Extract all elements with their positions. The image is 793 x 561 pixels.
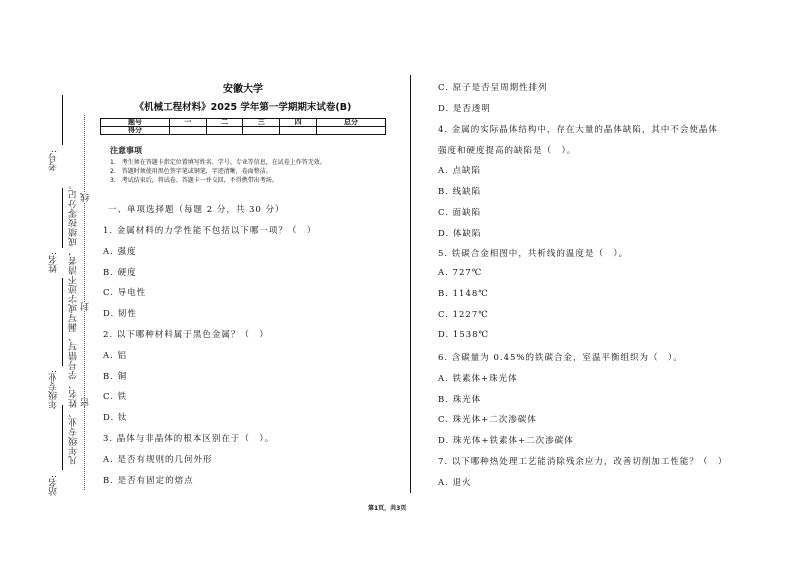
option-line: D. 韧性 xyxy=(103,309,137,319)
header-cell: 一 xyxy=(169,119,206,127)
option-line: C. 面缺陷 xyxy=(438,208,482,218)
header-cell: 四 xyxy=(280,119,317,127)
option-line: A. 强度 xyxy=(103,247,137,257)
question-line: 7. 以下哪种热处理工艺能消除残余应力，改善切削加工性能？（ ） xyxy=(438,457,728,467)
header-cell: 题号 xyxy=(101,119,170,127)
option-line: B. 铜 xyxy=(103,372,128,382)
header-cell: 三 xyxy=(243,119,280,127)
option-line: A. 铝 xyxy=(103,351,128,361)
option-line: B. 是否有固定的熔点 xyxy=(103,476,194,486)
option-line: B. 珠光体 xyxy=(438,395,482,405)
option-line: D. 钛 xyxy=(103,413,128,423)
seal-mark-feng: 封 xyxy=(81,302,91,311)
row-label: 得分 xyxy=(101,127,170,135)
label-major: 年级专业: xyxy=(49,370,59,410)
field-line-major xyxy=(62,278,63,366)
score-table xyxy=(100,118,386,135)
question-line: 强度和硬度提高的缺陷是（ ）。 xyxy=(438,146,577,156)
score-table-score-row xyxy=(101,127,386,135)
option-line: C. 导电性 xyxy=(103,288,147,298)
column-divider xyxy=(410,75,411,493)
option-line: D. 是否透明 xyxy=(438,104,491,114)
seal-mark-mi: 密 xyxy=(81,398,91,407)
question-line: 3. 晶体与非晶体的根本区别在于（ ）。 xyxy=(103,434,275,444)
field-line-name xyxy=(62,188,63,248)
field-line-site xyxy=(62,405,63,470)
score-cell xyxy=(243,127,280,135)
score-cell xyxy=(206,127,243,135)
exam-title: 《机械工程材料》2025 学年第一学期期末试卷(B) xyxy=(134,102,352,113)
option-line: A. 点缺陷 xyxy=(438,166,482,176)
option-line: C. 原子是否呈周期性排列 xyxy=(438,83,548,93)
label-name: 姓名: xyxy=(49,252,59,274)
option-line: A. 是否有规则的几何外形 xyxy=(103,455,213,465)
notice-title: 注意事项 xyxy=(110,146,142,155)
option-line: A. 退火 xyxy=(438,478,472,488)
score-table-header-row xyxy=(101,119,386,127)
section-title: 一、单项选择题（每题 2 分，共 30 分） xyxy=(108,205,285,215)
header-cell: 二 xyxy=(206,119,243,127)
option-line: C. 1227℃ xyxy=(438,310,489,320)
field-line-student-id xyxy=(62,95,63,145)
option-line: B. 线缺陷 xyxy=(438,187,482,197)
notice-item: 2. 答题时须使用黑色签字笔或钢笔，字迹清晰，卷面整洁。 xyxy=(110,168,272,175)
option-line: B. 1148℃ xyxy=(438,289,489,299)
margin-notice: 凡年级专业、姓名、学号错写、漏写或字迹不清者，成绩按零分记。 xyxy=(69,180,79,465)
option-line: A. 铁素体+珠光体 xyxy=(438,374,518,384)
score-cell xyxy=(169,127,206,135)
question-line: 5. 铁碳合金相图中，共析线的温度是（ ）。 xyxy=(438,249,629,259)
score-cell xyxy=(317,127,386,135)
header-cell: 总分 xyxy=(317,119,386,127)
seal-mark-xian: 线 xyxy=(81,193,91,202)
question-line: 1. 金属材料的力学性能不包括以下哪一项？（ ） xyxy=(103,226,317,236)
option-line: C. 珠光体+二次渗碳体 xyxy=(438,415,537,425)
label-student-id: 考号: xyxy=(49,150,59,172)
option-line: D. 1538℃ xyxy=(438,330,490,340)
option-line: D. 体缺陷 xyxy=(438,229,482,239)
question-line: 2. 以下哪种材料属于黑色金属？（ ） xyxy=(103,330,269,340)
score-cell xyxy=(280,127,317,135)
page-number: 第1页，共3页 xyxy=(368,505,407,512)
notice-box xyxy=(110,145,326,185)
notice-item: 1. 考生须在答题卡指定位置填写姓名、学号、专业等信息，在试卷上作答无效。 xyxy=(110,159,326,166)
question-line: 4. 金属的实际晶体结构中，存在大量的晶体缺陷，其中不会使晶体 xyxy=(438,125,718,135)
option-line: C. 铁 xyxy=(103,392,128,402)
notice-item: 3. 考试结束后，将试卷、答题卡一并交回，不得携带出考场。 xyxy=(110,177,278,184)
option-line: D. 珠光体+铁素体+二次渗碳体 xyxy=(438,436,574,446)
option-line: A. 727℃ xyxy=(438,268,483,278)
option-line: B. 硬度 xyxy=(103,268,137,278)
question-line: 6. 含碳量为 0.45%的铁碳合金，室温平衡组织为（ ）。 xyxy=(438,353,683,363)
university-name: 安徽大学 xyxy=(223,84,263,95)
label-site: 站名: xyxy=(49,475,59,497)
